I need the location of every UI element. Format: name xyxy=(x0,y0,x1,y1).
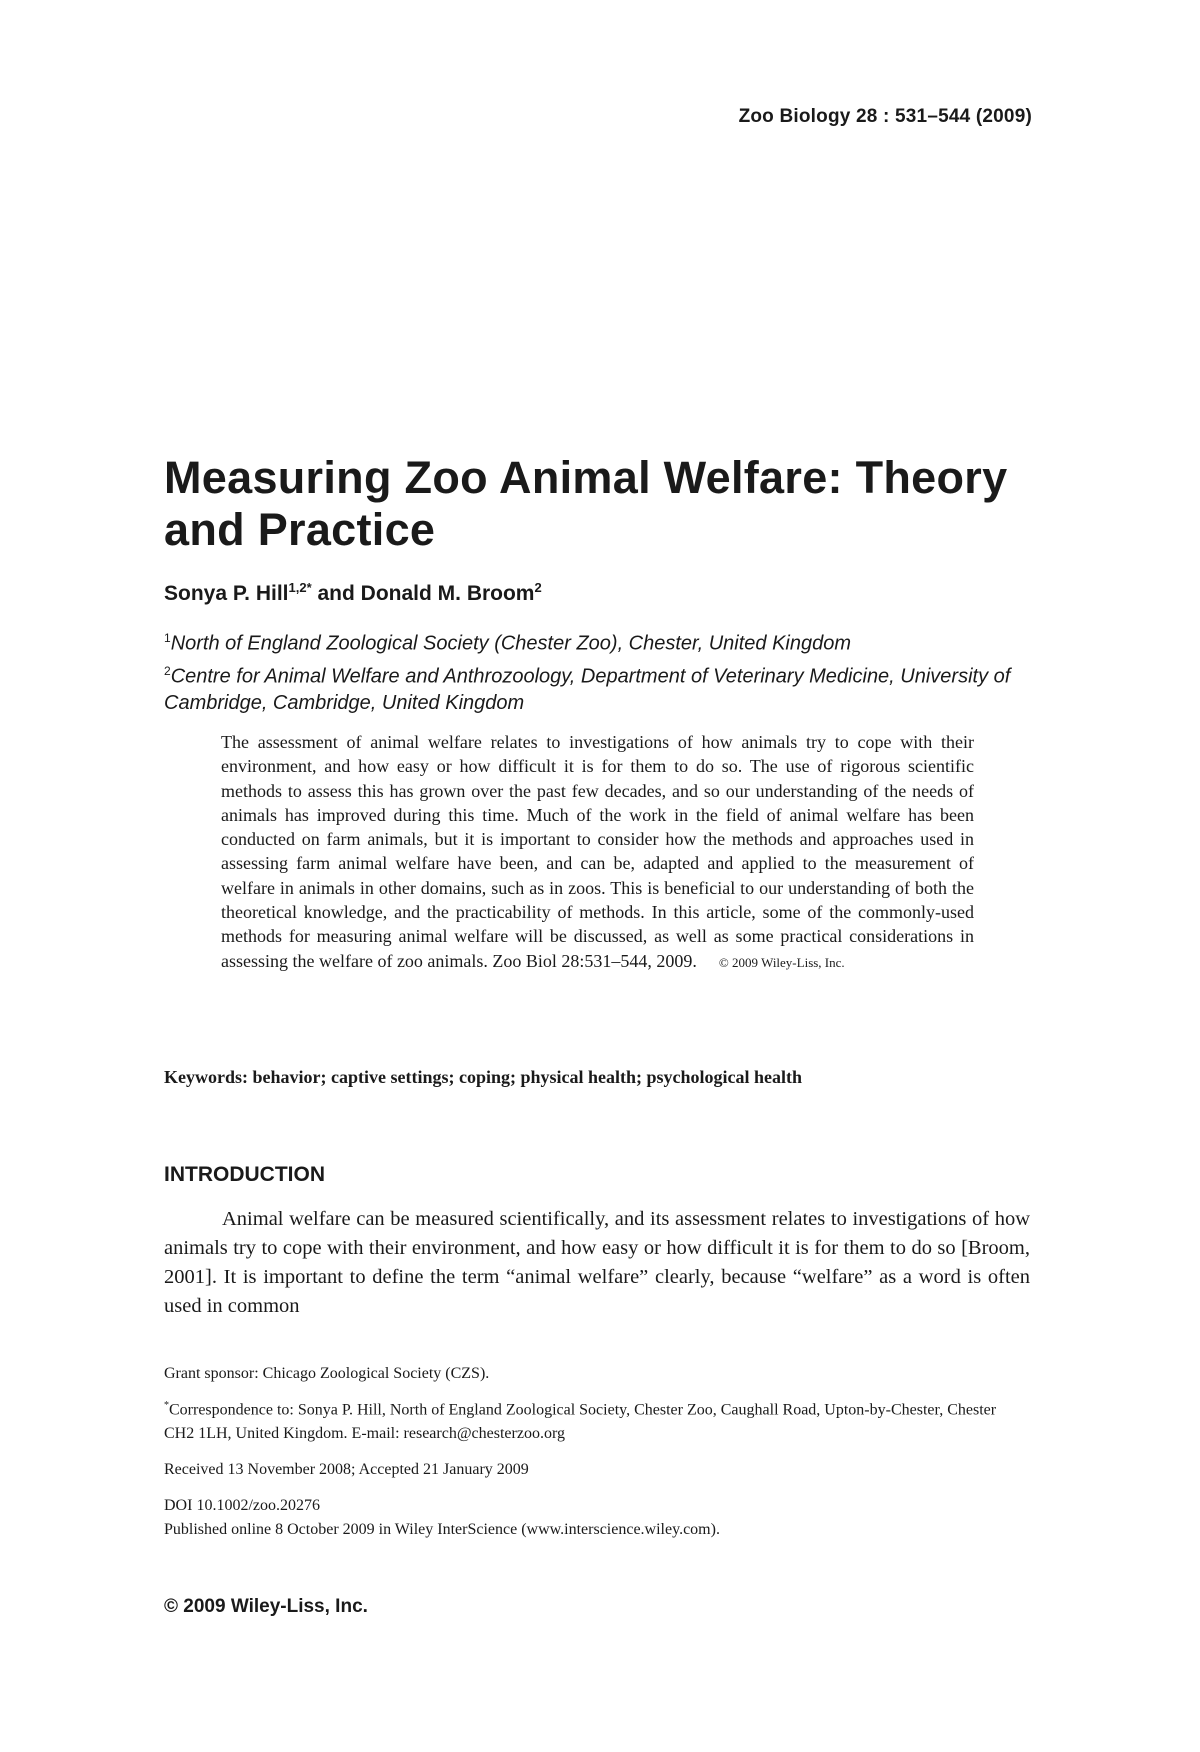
article-title: Measuring Zoo Animal Welfare: Theory and Practice xyxy=(164,452,1008,555)
journal-reference: Zoo Biology 28 : 531–544 (2009) xyxy=(738,106,1032,127)
abstract-text: The assessment of animal welfare relates to investigations of how animals try to cope with their environment, and how easy or how difficult it is for them to do so. The use of rigorous scientific methods to assess this has grown over the past few decades, and so our understanding of the needs of animals has improved during this time. Much of the work in the field of animal welfare has been conducted on farm animals, but it is important to consider how the methods and approaches used in assessing farm animal welfare have been, and can be, adapted and applied to the measurement of welfare in animals in other domains, such as in zoos. This is beneficial to our understanding of both the theoretical knowledge, and the practicability of methods. In this article, some of the commonly-used methods for measuring animal welfare will be discussed, as well as some practical considerations in assessing the welfare of zoo animals. Zoo Biol 28:531–544, 2009. xyxy=(221,732,974,971)
keywords-label: Keywords: xyxy=(164,1067,248,1087)
affiliation xyxy=(164,658,1044,718)
author-line xyxy=(164,580,542,606)
correspondence-marker: * xyxy=(164,1400,169,1411)
affiliation-marker: 2 xyxy=(164,663,171,678)
author-connector: and xyxy=(311,582,361,605)
publisher-copyright: © 2009 Wiley-Liss, Inc. xyxy=(164,1596,368,1617)
author-name: Sonya P. Hill xyxy=(164,582,289,605)
author-affiliation-marker: 1,2* xyxy=(288,580,312,595)
section-heading-introduction: INTRODUCTION xyxy=(164,1163,325,1186)
footnote-grant: Grant sponsor: Chicago Zoological Society (CZS). xyxy=(164,1365,490,1382)
abstract-copyright: © 2009 Wiley-Liss, Inc. xyxy=(718,954,845,970)
affiliations xyxy=(164,625,1044,717)
introduction-paragraph: Animal welfare can be measured scientifically, and its assessment relates to investigations of how animals try to cope with their environment, and how easy or how difficult it is for them to do so [Broom, 2001]. It is important to define the term “animal welfare” clearly, because “welfare” as a word is often used in common xyxy=(164,1208,1030,1317)
affiliation-text: North of England Zoological Society (Chester Zoo), Chester, United Kingdom xyxy=(170,632,852,655)
affiliation-text: Centre for Animal Welfare and Anthrozoology, Department of Veterinary Medicine, University of Cambridge, Cambridge, United Kingdom xyxy=(164,665,1011,715)
footnote-published: Published online 8 October 2009 in Wiley InterScience (www.interscience.wiley.com). xyxy=(164,1521,720,1539)
author-name: Donald M. Broom xyxy=(360,582,535,605)
abstract xyxy=(221,730,974,975)
keywords xyxy=(164,1067,802,1088)
affiliation-marker: 1 xyxy=(164,631,171,645)
author-affiliation-marker: 2 xyxy=(534,580,542,595)
footnotes xyxy=(164,1362,1030,1542)
keywords-list: behavior; captive settings; coping; physical health; psychological health xyxy=(252,1067,803,1087)
correspondence-text: Correspondence to: Sonya P. Hill, North of England Zoological Society, Chester Zoo, Caughall Road, Upton-by-Chester, Chester CH2 1LH, United Kingdom. E-mail: research@chesterzoo.org xyxy=(164,1401,997,1443)
footnote-received: Received 13 November 2008; Accepted 21 January 2009 xyxy=(164,1461,529,1479)
footnote-correspondence xyxy=(164,1394,1030,1446)
affiliation xyxy=(164,625,1044,658)
footnote-doi: DOI 10.1002/zoo.20276 xyxy=(164,1497,320,1515)
